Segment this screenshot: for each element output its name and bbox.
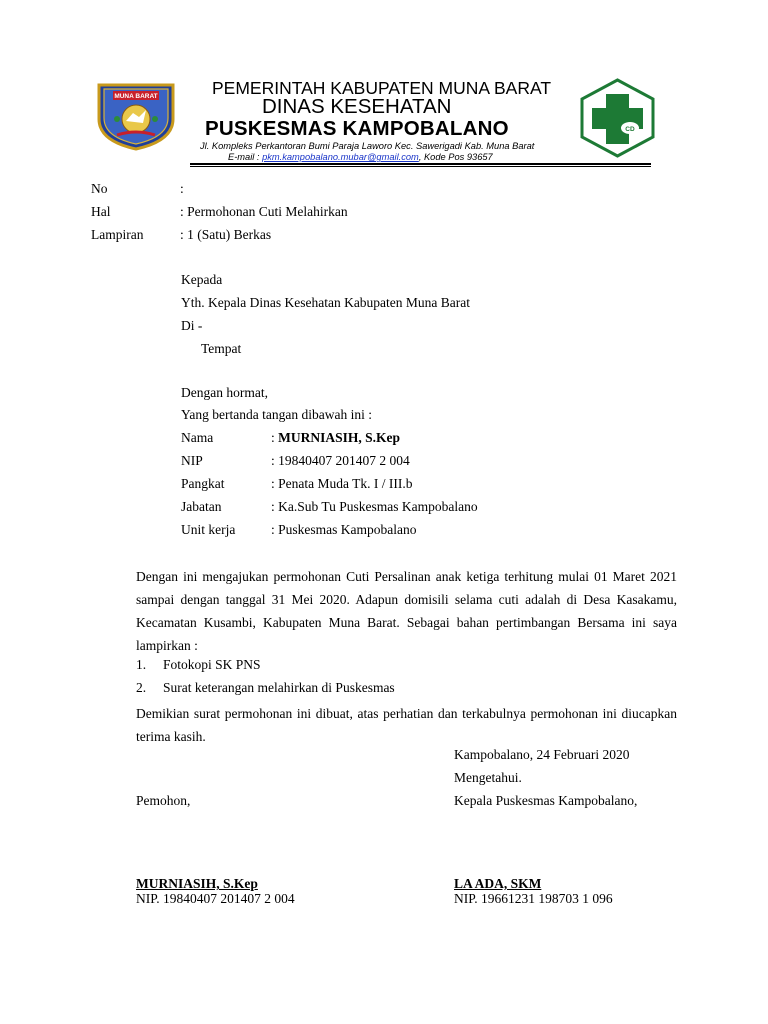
head-title: Kepala Puskesmas Kampobalano,: [454, 793, 638, 808]
applicant-nip: NIP. 19840407 201407 2 004: [136, 891, 295, 906]
acknowledged-label: Mengetahui.: [454, 770, 522, 785]
identity-label-rank: Pangkat: [181, 476, 225, 491]
no-value: :: [180, 181, 184, 196]
attachment-value: : 1 (Satu) Berkas: [180, 227, 272, 242]
attachment-label: Lampiran: [91, 227, 144, 242]
email-prefix: E-mail :: [228, 152, 263, 162]
department-name: DINAS KESEHATAN: [262, 95, 452, 118]
intro-line: Yang bertanda tangan dibawah ini :: [181, 407, 372, 422]
identity-value-name: [271, 430, 400, 446]
subject-label: Hal: [91, 204, 111, 219]
closing-paragraph: Demikian surat permohonan ini dibuat, atas perhatian dan terkabulnya permohonan ini diucapkan terima kasih.: [136, 706, 677, 744]
applicant-signature-name: MURNIASIH, S.Kep: [136, 876, 258, 891]
government-name: PEMERINTAH KABUPATEN MUNA BARAT: [212, 78, 552, 98]
identity-value-unit: : Puskesmas Kampobalano: [271, 522, 417, 537]
logo-text: MUNA BARAT: [114, 93, 158, 100]
recipient-place: Tempat: [201, 341, 242, 356]
greeting: Dengan hormat,: [181, 385, 268, 400]
postal-code: , Kode Pos 93657: [418, 152, 493, 162]
identity-value-rank: : Penata Muda Tk. I / III.b: [271, 476, 413, 491]
recipient-kepada: Kepada: [181, 272, 223, 287]
attachment-number: 2.: [136, 680, 147, 695]
recipient-di: Di -: [181, 318, 203, 333]
muna-barat-crest-logo: [93, 79, 179, 151]
office-address: Jl. Kompleks Perkantoran Bumi Paraja Laworo Kec. Sawerigadi Kab. Muna Barat: [200, 141, 535, 151]
place-date: Kampobalano, 24 Februari 2020: [454, 747, 630, 762]
email-link[interactable]: pkm.kampobalano.mubar@gmail.com: [262, 152, 419, 162]
recipient-address: Yth. Kepala Dinas Kesehatan Kabupaten Muna Barat: [181, 295, 471, 310]
identity-value-position: : Ka.Sub Tu Puskesmas Kampobalano: [271, 499, 478, 514]
attachment-item: Surat keterangan melahirkan di Puskesmas: [163, 680, 395, 695]
letterhead-rule-thick: [190, 163, 651, 165]
identity-value-name-colon: :: [271, 430, 279, 445]
identity-value-nip: : 19840407 201407 2 004: [271, 453, 410, 468]
head-nip: NIP. 19661231 198703 1 096: [454, 891, 613, 906]
head-signature-name: LA ADA, SKM: [454, 876, 542, 891]
contact-line: [228, 152, 493, 162]
attachment-item: Fotokopi SK PNS: [163, 657, 261, 672]
identity-label-nip: NIP: [181, 453, 203, 468]
identity-label-unit: Unit kerja: [181, 522, 236, 537]
logo-text: CD: [625, 126, 635, 133]
attachment-number: 1.: [136, 657, 147, 672]
no-label: No: [91, 181, 108, 196]
applicant-title: Pemohon,: [136, 793, 191, 808]
health-cross-logo: [579, 77, 656, 159]
letterhead-rule-thin: [190, 166, 651, 167]
identity-label-position: Jabatan: [181, 499, 222, 514]
subject-value: : Permohonan Cuti Melahirkan: [180, 204, 348, 219]
puskesmas-name: PUSKESMAS KAMPOBALANO: [205, 117, 509, 140]
identity-value-name-strong: MURNIASIH, S.Kep: [278, 430, 401, 445]
identity-label-name: Nama: [181, 430, 214, 445]
body-paragraph: Dengan ini mengajukan permohonan Cuti Persalinan anak ketiga terhitung mulai 01 Maret 2021 sampai dengan tanggal 31 Mei 2020. Adapun domisili selama cuti adalah di Desa Kasakamu, Kecamatan Kusambi, Kabupaten Muna Barat. Sebagai bahan pertimbangan Bersama ini saya lampirkan :: [136, 569, 677, 653]
